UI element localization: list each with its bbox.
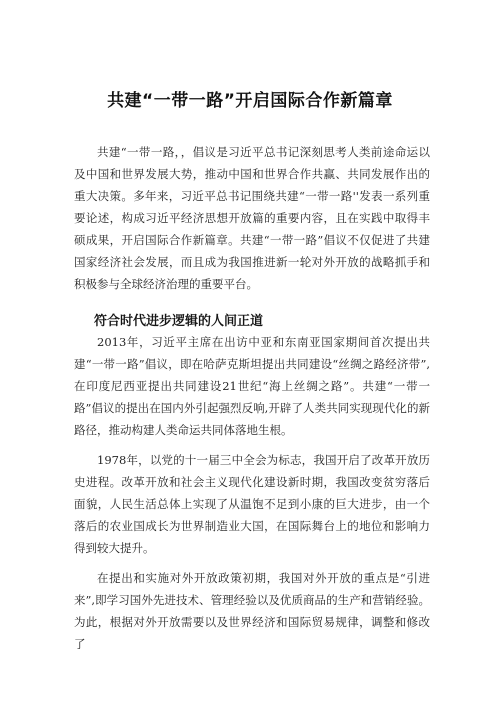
paragraph-intro: 共建“一带一路，，倡议是习近平总书记深刻思考人类前途命运以及中国和世界发展大势，推动中国和世界合作共赢、共同发展作出的重大决策。多年来，习近平总书记围绕共建“一带一路''发表一系列重要论述，构成习近平经济思想开放篇的重要内容，且在实践中取得丰硕成果，开启国际合作新篇章。共建“一带一路”倡议不仅促进了共建国家经济社会发展，而且成为我国推进新一轮对外开放的战略抓手和积极参与全球经济治理的重要平台。 xyxy=(74,145,430,291)
paragraph-1978: 1978年，以党的十一届三中全会为标志，我国开启了改革开放历史进程。改革开放和社会主义现代化建设新时期，我国改变贫穷落后面貌，人民生活总体上实现了从温饱不足到小康的巨大进步，由一个落后的农业国成长为世界制造业大国，在国际舞台上的地位和影响力得到较大提升。 xyxy=(74,453,430,555)
paragraph-2013: 2013年，习近平主席在出访中亚和东南亚国家期间首次提出共建“一带一路”倡议，即在哈萨克斯坦提出共同建设“丝绸之路经济带”,在印度尼西亚提出共同建设21世纪“海上丝绸之路”。共建“一带一路”倡议的提出在国内外引起强烈反响,开辟了人类共同实现现代化的新路径，推动构建人类命运共同体落地生根。 xyxy=(74,335,430,437)
document-title: 共建“一带一路”开启国际合作新篇章 xyxy=(107,91,393,111)
paragraph-opening-policy: 在提出和实施对外开放政策初期，我国对外开放的重点是“引进来”,即学习国外先进技术、管理经验以及优质商品的生产和营销经验。为此，根据对外开放需要以及世界经济和国际贸易规律，调整和修改了 xyxy=(74,571,430,651)
section-heading: 符合时代进步逻辑的人间正道 xyxy=(94,314,264,329)
